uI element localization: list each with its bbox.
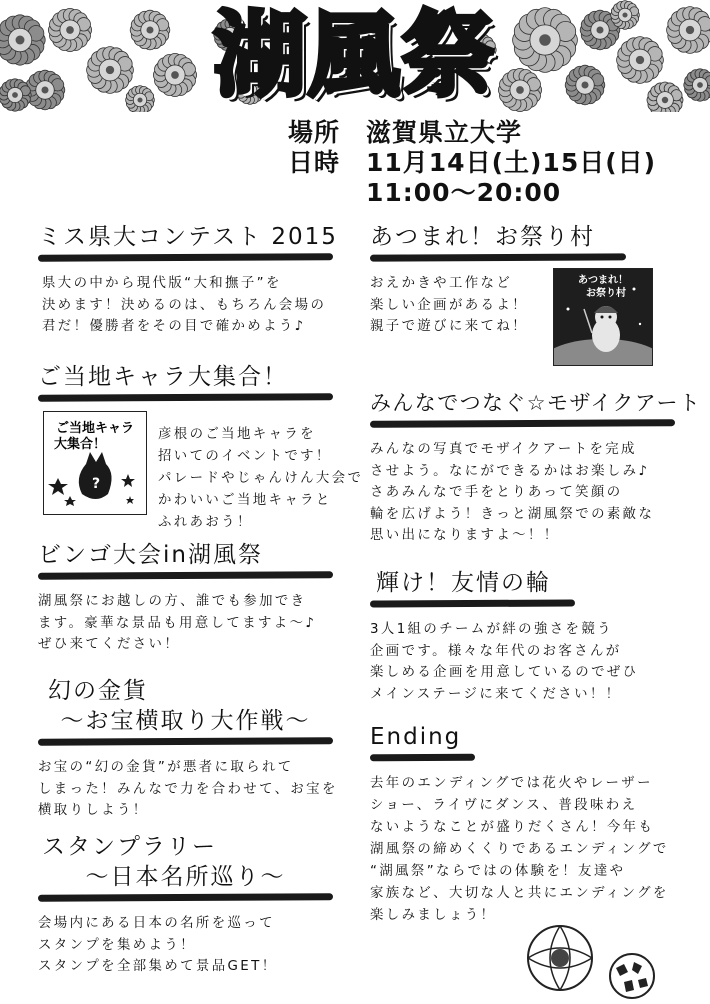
mascot-section [38, 362, 333, 401]
body-line: おえかきや工作など [370, 276, 513, 291]
image-caption: お祭り村 [586, 288, 626, 299]
section-title: みんなでつなぐ☆モザイクアート [370, 391, 702, 415]
title-underline [370, 253, 626, 261]
body-line: かわいいご当地キャラと [158, 493, 332, 508]
body-line: 家族など、大切な人と共にエンディングを [370, 886, 669, 901]
section-subtitle: 〜日本名所巡り〜 [85, 864, 286, 890]
section-title: ビンゴ大会in湖風祭 [38, 542, 263, 568]
body-line: ないようなことが盛りだくさん！今年も [370, 820, 655, 835]
section-body [370, 439, 680, 547]
body-line: パレードやじゃんけん大会で [158, 471, 364, 486]
body-line: ぜひ来てください！ [38, 637, 181, 652]
section-body [42, 273, 333, 338]
title-underline [38, 253, 333, 262]
friendship-section [370, 568, 670, 705]
body-line: さあみんなで手をとりあって笑顔の [370, 485, 623, 500]
section-title: 幻の金貨 [48, 678, 148, 704]
body-line: 去年のエンディングでは花火やレーザー [370, 776, 653, 791]
image-caption: あつまれ！ [578, 275, 628, 286]
image-caption: 大集合！ [53, 437, 107, 452]
section-body [38, 591, 333, 656]
body-line: 親子で遊びに来てね！ [370, 319, 528, 334]
venue-label: 場所 [288, 118, 341, 147]
treasure-section [38, 676, 338, 822]
body-line: 県大の中から現代版“大和撫子”を [42, 276, 282, 291]
body-line: 輪を広げよう！きっと湖風祭での素敵な [370, 506, 655, 522]
body-line: ます。豪華な景品も用意してますよ〜♪ [38, 615, 317, 631]
section-body [38, 913, 333, 978]
festival-title: 湖風祭 [213, 2, 496, 109]
event-info [288, 118, 656, 208]
section-title: 輝け！友情の輪 [376, 570, 551, 596]
section-title: スタンプラリー [42, 834, 217, 860]
temari-balls-illustration [520, 918, 670, 1002]
venue-value: 滋賀県立大学 [366, 118, 523, 147]
stamp-rally-section [38, 832, 333, 978]
mosaic-section [370, 388, 702, 547]
title-underline [370, 419, 675, 428]
title-underline [38, 393, 333, 402]
mascot-body [158, 424, 363, 534]
date-label: 日時 [288, 148, 341, 177]
bingo-section [38, 540, 333, 656]
body-line: 湖風祭の締めくくりであるエンディングで [370, 842, 669, 857]
body-line: スタンプを全部集めて景品GET！ [38, 959, 278, 974]
date-value: 11月14日(土)15日(日) [366, 148, 657, 177]
title-underline [38, 893, 333, 902]
section-body [370, 773, 670, 927]
body-line: 君だ！優勝者をその目で確かめよう♪ [42, 319, 306, 334]
body-line: させよう。なにができるかはお楽しみ♪ [370, 463, 650, 479]
body-line: メインステージに来てください！！ [370, 686, 622, 702]
body-line: 楽しめる企画を用意しているのでぜひ [370, 665, 639, 680]
body-line: スタンプを集めよう！ [38, 937, 196, 953]
body-line: 彦根のご当地キャラを [158, 427, 316, 442]
ending-section [370, 722, 670, 927]
section-subtitle: 〜お宝横取り大作戦〜 [60, 708, 311, 734]
body-line: 横取りしよう！ [38, 803, 149, 818]
body-line: 楽しみましょう！ [370, 908, 497, 923]
title-underline [370, 754, 475, 762]
svg-text:?: ? [91, 476, 101, 492]
section-title: ミス県大コンテスト 2015 [38, 224, 338, 250]
village-image [553, 268, 653, 366]
body-line: 湖風祭にお越しの方、誰でも参加でき [38, 594, 307, 609]
image-caption: ご当地キャラ [55, 421, 135, 436]
section-title: あつまれ！お祭り村 [370, 224, 595, 250]
section-body [38, 757, 338, 822]
body-line: みんなの写真でモザイクアートを完成 [370, 442, 637, 457]
title-underline [38, 737, 333, 746]
body-line: 企画です。様々な年代のお客さんが [370, 643, 622, 659]
body-line: お宝の“幻の金貨”が悪者に取られて [38, 760, 294, 775]
body-line: “湖風祭”ならではの体験を！友達や [370, 864, 626, 879]
body-line: ショー、ライヴにダンス、普段味わえ [370, 798, 638, 813]
time-value: 11:00〜20:00 [366, 178, 562, 207]
body-line: 楽しい企画があるよ！ [370, 297, 528, 313]
miss-contest-section [38, 222, 338, 338]
body-line: 思い出になりますよ〜！！ [370, 528, 560, 543]
body-line: 会場内にある日本の名所を巡って [38, 916, 275, 931]
mascot-image [43, 411, 147, 515]
body-line: 決めます！決めるのは、もちろん会場の [42, 297, 327, 313]
body-line: 招いてのイベントです！ [158, 449, 332, 464]
title-underline [38, 571, 333, 580]
section-title: ご当地キャラ大集合！ [38, 364, 288, 390]
body-line: ふれあおう！ [158, 515, 253, 530]
body-line: 3人1組のチームが絆の強さを競う [370, 622, 613, 637]
section-body [370, 619, 670, 705]
body-line: しまった！みんなで力を合わせて、お宝を [38, 781, 338, 797]
title-underline [370, 599, 575, 607]
section-title: Ending [370, 724, 462, 750]
